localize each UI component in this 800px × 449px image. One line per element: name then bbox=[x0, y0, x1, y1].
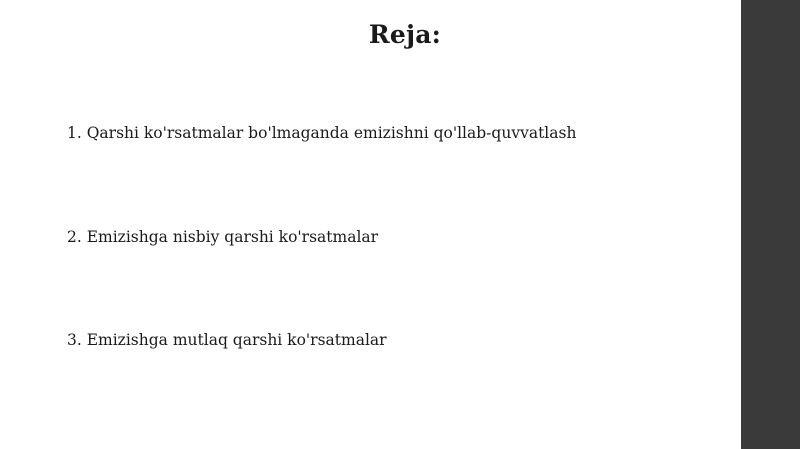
plan-item-1: 1. Qarshi ko'rsatmalar bo'lmaganda emizishni qo'llab-quvvatlash bbox=[67, 124, 577, 142]
slide-title: Reja: bbox=[368, 20, 442, 49]
side-panel bbox=[741, 0, 800, 449]
plan-item-3: 3. Emizishga mutlaq qarshi ko'rsatmalar bbox=[67, 331, 387, 349]
plan-item-2: 2. Emizishga nisbiy qarshi ko'rsatmalar bbox=[67, 228, 379, 246]
